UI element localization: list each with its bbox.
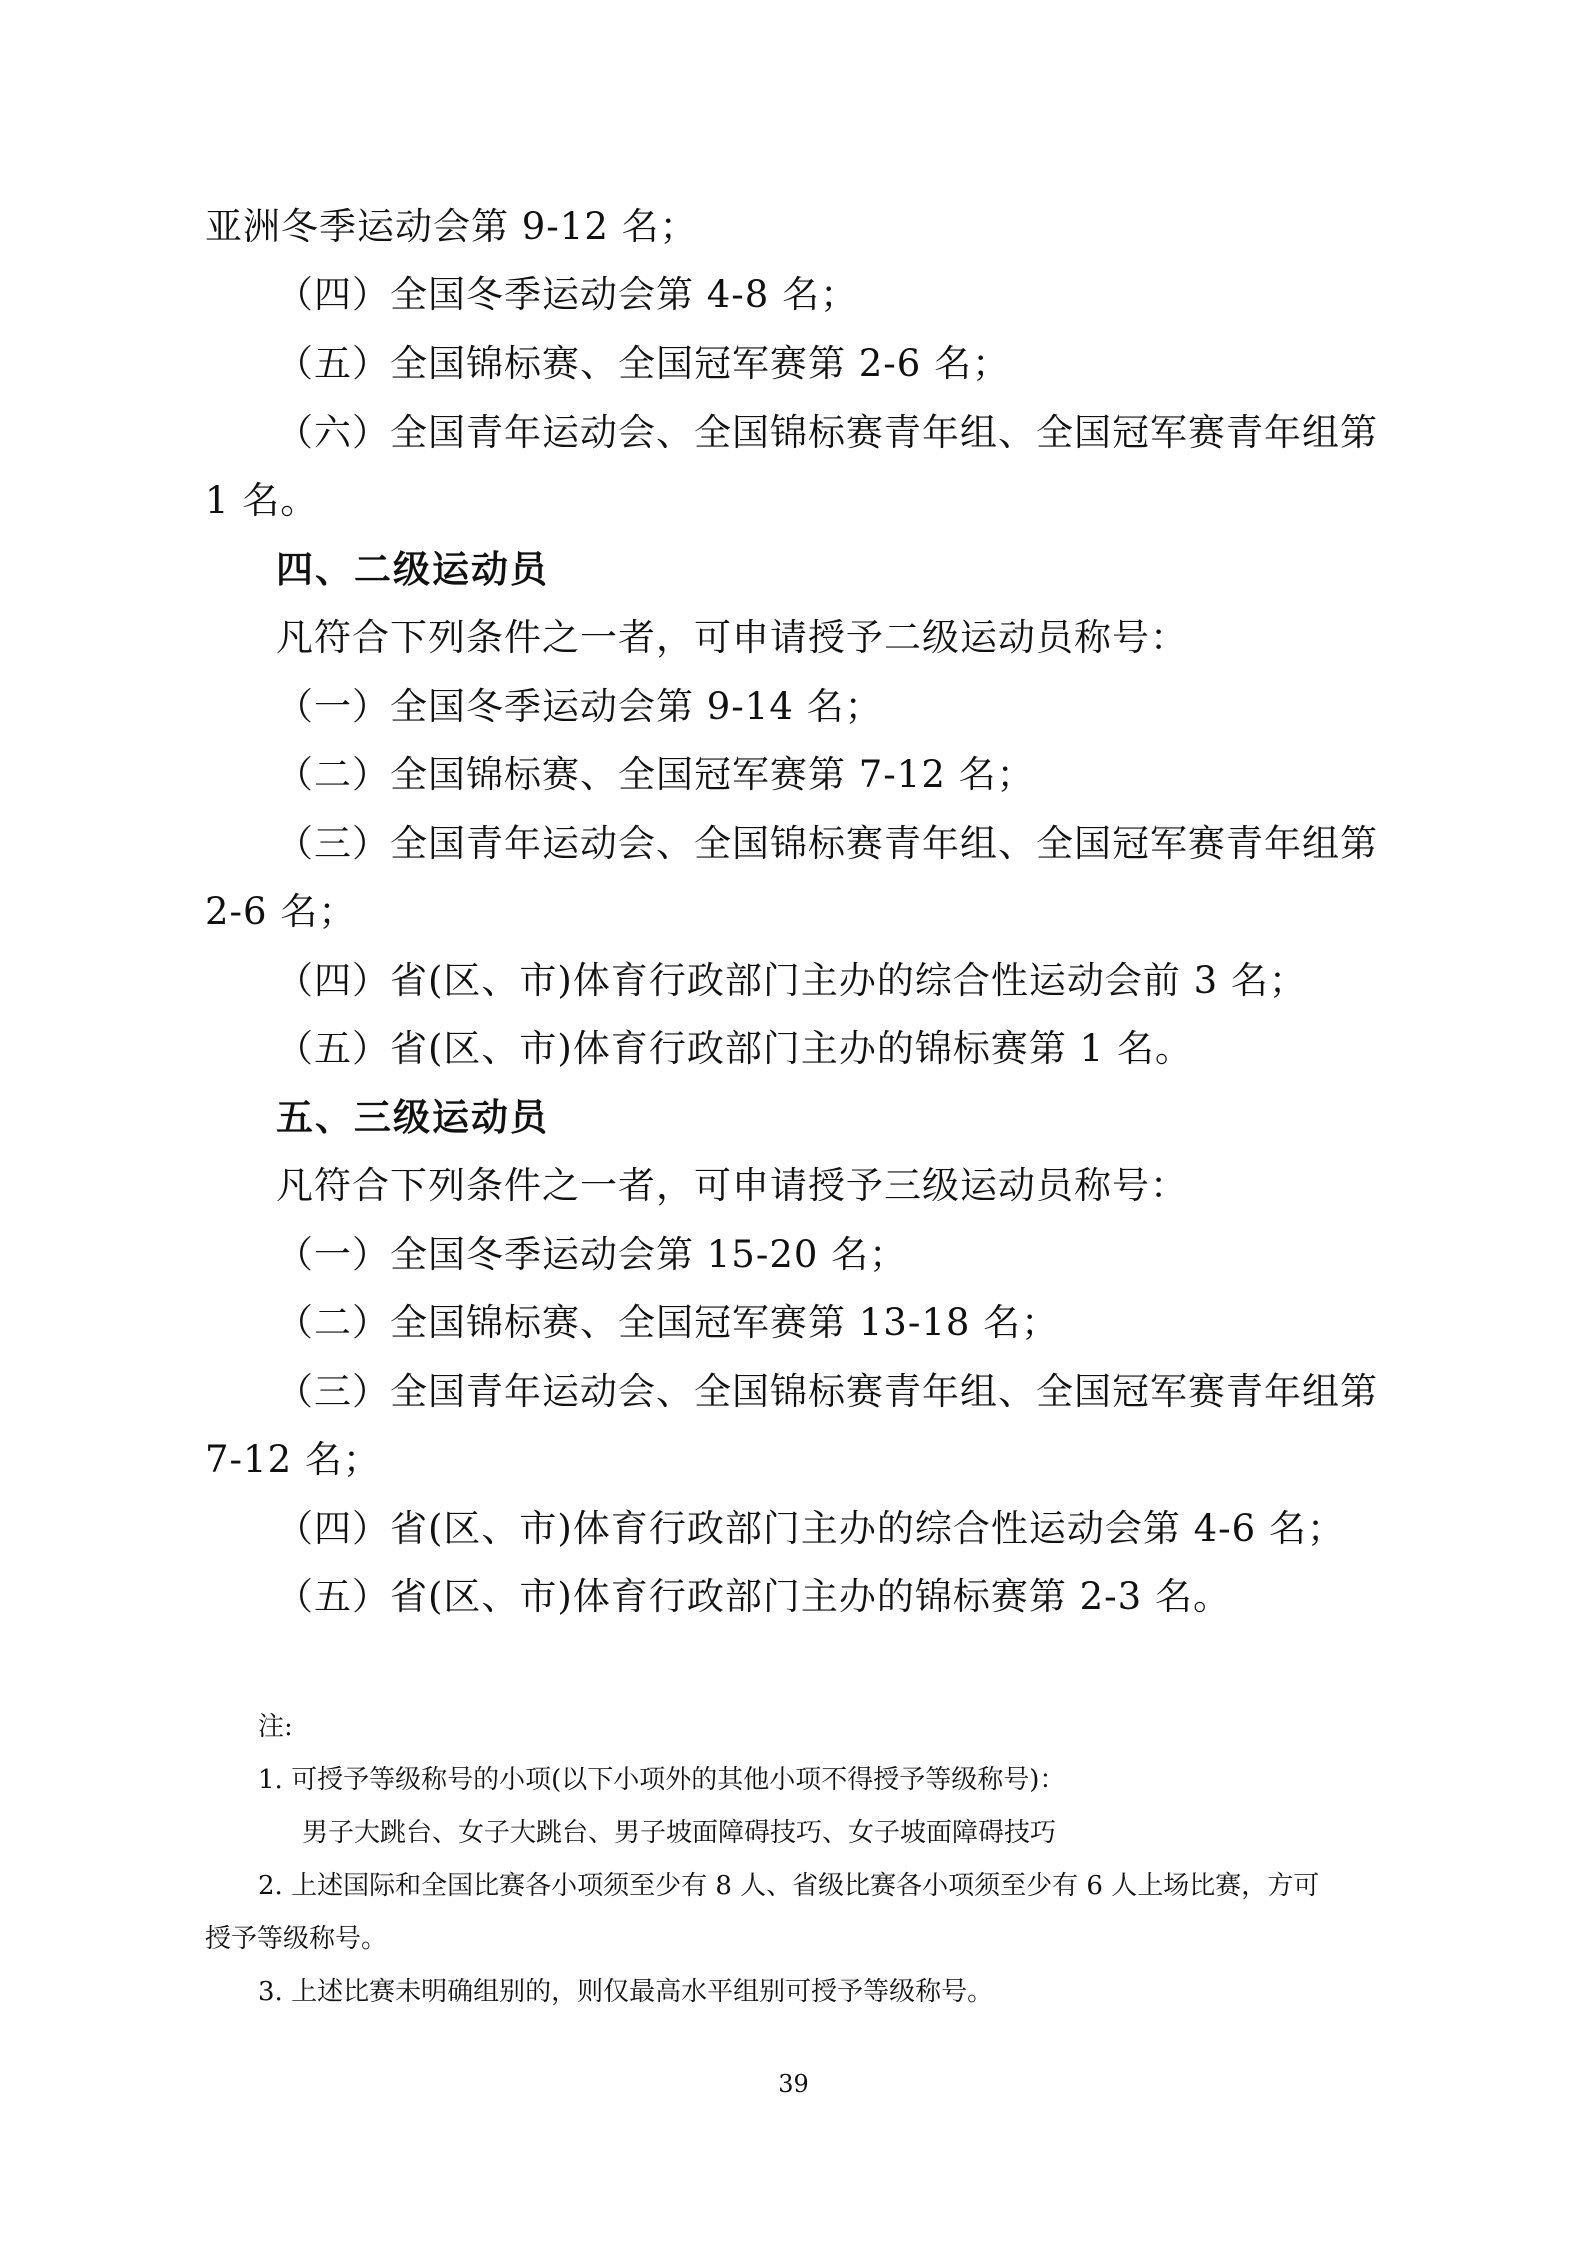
paragraph-line: 凡符合下列条件之一者，可申请授予三级运动员称号：: [276, 1164, 1188, 1207]
list-item: （五）省(区、市)体育行政部门主办的锦标赛第 2-3 名。: [276, 1575, 1231, 1618]
page-number: 39: [778, 2070, 809, 2098]
section-heading: 五、三级运动员: [276, 1096, 549, 1139]
list-item: （四）省(区、市)体育行政部门主办的综合性运动会第 4-6 名；: [276, 1507, 1345, 1550]
note-item: 授予等级称号。: [205, 1924, 388, 1954]
list-item: （二）全国锦标赛、全国冠军赛第 7-12 名；: [276, 753, 1035, 796]
list-item: （三）全国青年运动会、全国锦标赛青年组、全国冠军赛青年组第: [276, 1370, 1378, 1413]
paragraph-line: 7-12 名；: [205, 1438, 381, 1481]
list-item: （三）全国青年运动会、全国锦标赛青年组、全国冠军赛青年组第: [276, 822, 1378, 865]
note-item: 1. 可授予等级称号的小项(以下小项外的其他小项不得授予等级称号)：: [258, 1765, 1066, 1795]
list-item: （四）全国冬季运动会第 4-8 名；: [276, 273, 859, 316]
section-heading: 四、二级运动员: [276, 548, 549, 591]
note-item: 3. 上述比赛未明确组别的，则仅最高水平组别可授予等级称号。: [258, 1977, 994, 2007]
note-item: 男子大跳台、女子大跳台、男子坡面障碍技巧、女子坡面障碍技巧: [302, 1818, 1057, 1848]
list-item: （一）全国冬季运动会第 15-20 名；: [276, 1233, 908, 1276]
list-item: （二）全国锦标赛、全国冠军赛第 13-18 名；: [276, 1301, 1060, 1344]
list-item: （五）省(区、市)体育行政部门主办的锦标赛第 1 名。: [276, 1027, 1193, 1070]
list-item: （四）省(区、市)体育行政部门主办的综合性运动会前 3 名；: [276, 959, 1307, 1002]
list-item: （五）全国锦标赛、全国冠军赛第 2-6 名；: [276, 342, 1011, 385]
list-item: （一）全国冬季运动会第 9-14 名；: [276, 685, 883, 728]
paragraph-line: 1 名。: [205, 479, 319, 522]
paragraph-line: 2-6 名；: [205, 890, 357, 933]
paragraph-line: 亚洲冬季运动会第 9-12 名；: [205, 205, 698, 248]
notes-label: 注:: [258, 1712, 293, 1742]
list-item: （六）全国青年运动会、全国锦标赛青年组、全国冠军赛青年组第: [276, 411, 1378, 454]
note-item: 2. 上述国际和全国比赛各小项须至少有 8 人、省级比赛各小项须至少有 6 人上场比赛，方可: [258, 1871, 1320, 1901]
paragraph-line: 凡符合下列条件之一者，可申请授予二级运动员称号：: [276, 616, 1188, 659]
